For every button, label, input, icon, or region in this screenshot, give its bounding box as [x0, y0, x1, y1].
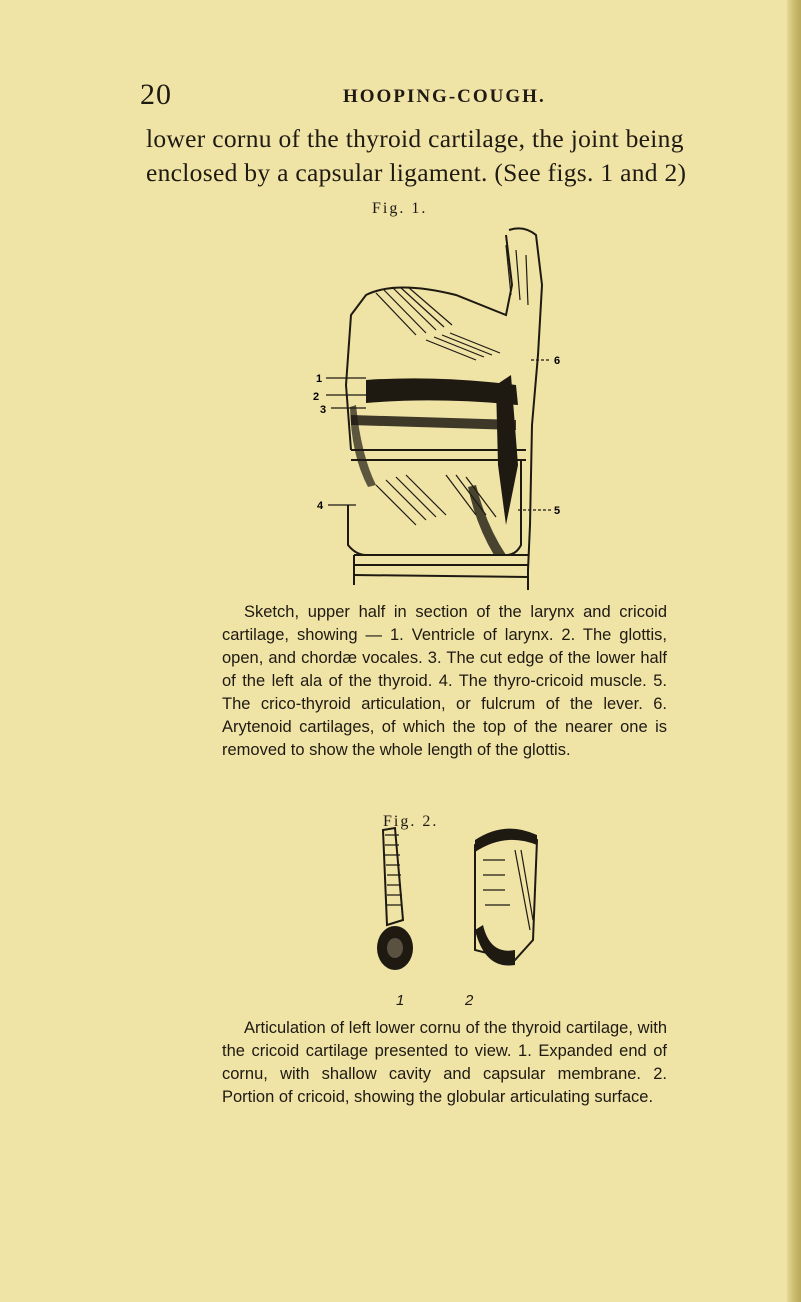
- running-head: [140, 78, 740, 114]
- figure-1-callout-5: 5: [554, 505, 561, 517]
- figure-1-callout-3: 3: [320, 404, 327, 416]
- figure-2-label: Fig. 2.: [383, 813, 439, 830]
- figure-2-articulation-illustration: [365, 820, 545, 985]
- body-line-1: lower cornu of the thyroid cartilage, the joint being: [146, 124, 684, 153]
- figure-1-callout-2: 2: [313, 391, 320, 403]
- figure-1-callout-1: 1: [316, 373, 323, 385]
- page-title: HOOPING-COUGH.: [343, 86, 546, 107]
- body-line-2: enclosed by a capsular ligament. (See figs. 1 and 2): [146, 158, 687, 187]
- page-edge: [787, 0, 801, 1302]
- body-text: [146, 122, 746, 190]
- figure-2-sub-label-1: 1: [396, 992, 405, 1009]
- figure-1-caption: [222, 601, 667, 762]
- figure-1-larynx-illustration: [306, 225, 576, 600]
- figure-1-caption-text: Sketch, upper half in section of the larynx and cricoid cartilage, showing — 1. Ventricle of larynx. 2. The glottis, open, and chordæ vocales. 3. The cut edge of the lower half of the left ala of the thyroid. 4. The thyro-cricoid muscle. 5. The crico-thyroid articulation, or fulcrum of the lever. 6. Arytenoid cartilages, of which the top of the nearer one is removed to show the whole length of the glottis.: [222, 603, 667, 759]
- figure-2-sub-label-2: 2: [465, 992, 474, 1009]
- figure-1-label: Fig. 1.: [372, 200, 428, 217]
- figure-2-caption-text: Articulation of left lower cornu of the thyroid cartilage, with the cricoid cartilage presented to view. 1. Expanded end of cornu, with shallow cavity and capsular membrane. 2. Portion of cricoid, showing the globular articulating surface.: [222, 1019, 667, 1106]
- page-number: 20: [140, 78, 172, 111]
- figure-1-callout-6: 6: [554, 355, 561, 367]
- figure-1-callout-4: 4: [317, 500, 324, 512]
- figure-2-caption: [222, 1017, 667, 1109]
